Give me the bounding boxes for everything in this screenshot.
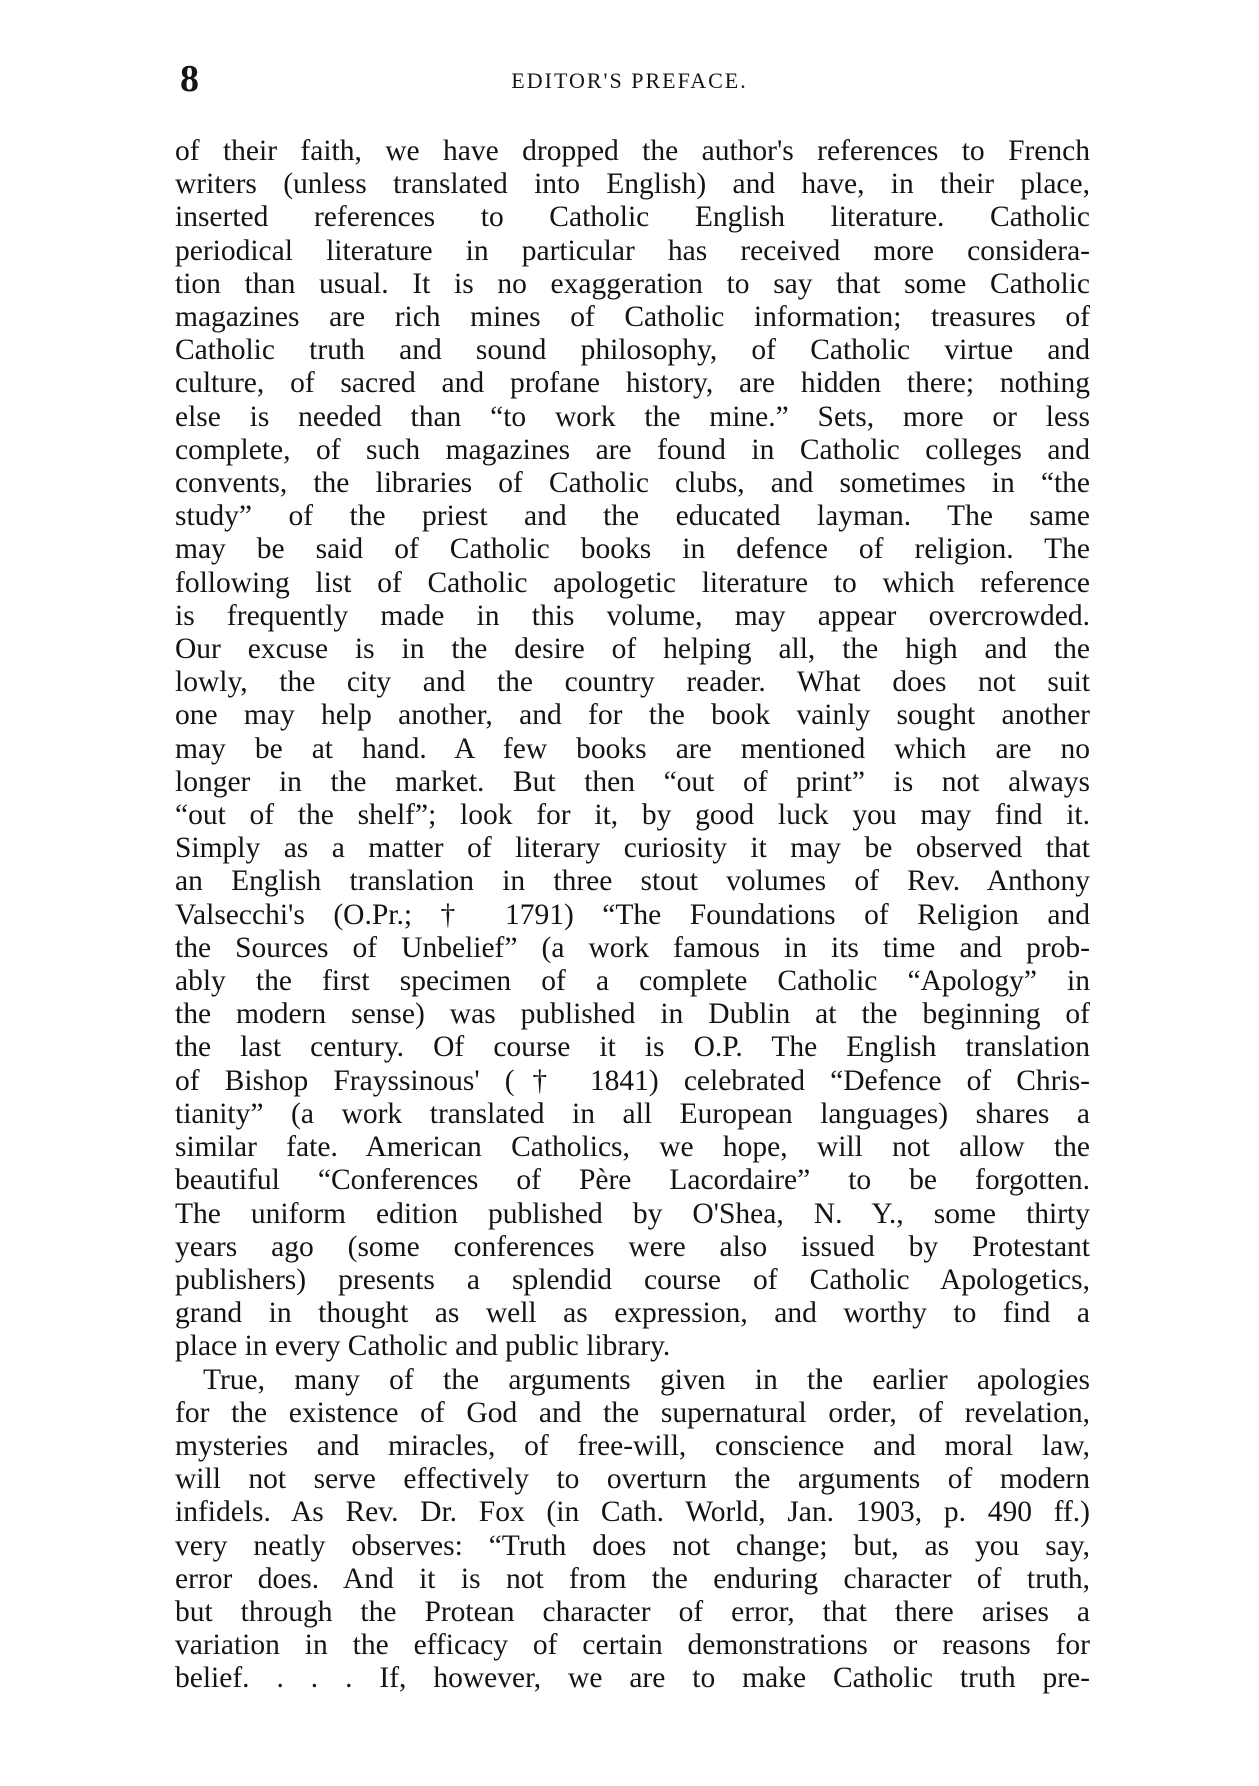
text-line: inserted references to Catholic English literature. Catholic	[175, 201, 1090, 234]
text-line: “out of the shelf”; look for it, by good luck you may find it.	[175, 799, 1090, 832]
text-line: study” of the priest and the educated layman. The same	[175, 500, 1090, 533]
text-line: beautiful “Conferences of Père Lacordaire” to be forgotten.	[175, 1164, 1090, 1197]
text-line: one may help another, and for the book vainly sought another	[175, 699, 1090, 732]
text-line: publishers) presents a splendid course of Catholic Apologetics,	[175, 1263, 1090, 1296]
text-line: will not serve effectively to overturn the arguments of modern	[175, 1463, 1090, 1496]
text-line: but through the Protean character of error, that there arises a	[175, 1595, 1090, 1628]
text-line: tion than usual. It is no exaggeration to say that some Catholic	[175, 267, 1090, 300]
text-line: very neatly observes: “Truth does not change; but, as you say,	[175, 1529, 1090, 1562]
text-line: tianity” (a work translated in all European languages) shares a	[175, 1097, 1090, 1130]
text-line: Simply as a matter of literary curiosity it may be observed that	[175, 832, 1090, 865]
paragraph-2	[175, 1364, 1090, 1696]
text-line: culture, of sacred and profane history, are hidden there; nothing	[175, 367, 1090, 400]
text-line: years ago (some conferences were also issued by Protestant	[175, 1230, 1090, 1263]
text-line: following list of Catholic apologetic literature to which reference	[175, 566, 1090, 599]
text-line: belief. . . . If, however, we are to make Catholic truth pre-	[175, 1662, 1090, 1695]
text-line: place in every Catholic and public library.	[175, 1330, 671, 1363]
text-line: lowly, the city and the country reader. What does not suit	[175, 666, 1090, 699]
body-text	[175, 135, 1090, 1696]
text-line: an English translation in three stout volumes of Rev. Anthony	[175, 865, 1090, 898]
text-line: may be said of Catholic books in defence of religion. The	[175, 533, 1090, 566]
text-line: the modern sense) was published in Dublin at the beginning of	[175, 998, 1090, 1031]
text-line: the Sources of Unbelief” (a work famous in its time and prob-	[175, 931, 1090, 964]
text-line: periodical literature in particular has received more considera-	[175, 234, 1090, 267]
text-line: else is needed than “to work the mine.” Sets, more or less	[175, 400, 1090, 433]
text-line: may be at hand. A few books are mentioned which are no	[175, 732, 1090, 765]
text-line: grand in thought as well as expression, and worthy to find a	[175, 1297, 1090, 1330]
text-line: complete, of such magazines are found in Catholic colleges and	[175, 433, 1090, 466]
text-line: ably the first specimen of a complete Catholic “Apology” in	[175, 965, 1090, 998]
text-line: The uniform edition published by O'Shea, N. Y., some thirty	[175, 1197, 1090, 1230]
page-number: 8	[180, 58, 199, 100]
text-line: convents, the libraries of Catholic clubs, and sometimes in “the	[175, 467, 1090, 500]
text-line: Our excuse is in the desire of helping all, the high and the	[175, 633, 1090, 666]
text-line: mysteries and miracles, of free-will, conscience and moral law,	[175, 1429, 1090, 1462]
paragraph-1	[175, 135, 1090, 1364]
text-line: of their faith, we have dropped the author's references to French	[175, 135, 1090, 167]
text-line: magazines are rich mines of Catholic information; treasures of	[175, 301, 1090, 334]
running-head: EDITOR'S PREFACE.	[511, 68, 748, 93]
text-line: infidels. As Rev. Dr. Fox (in Cath. World, Jan. 1903, p. 490 ff.)	[175, 1496, 1090, 1529]
text-line: the last century. Of course it is O.P. The English translation	[175, 1031, 1090, 1064]
text-line: longer in the market. But then “out of print” is not always	[175, 765, 1090, 798]
text-line: for the existence of God and the supernatural order, of revelation,	[175, 1396, 1090, 1429]
text-line: writers (unless translated into English) and have, in their place,	[175, 168, 1090, 201]
text-line: error does. And it is not from the enduring character of truth,	[175, 1562, 1090, 1595]
text-line: similar fate. American Catholics, we hope, will not allow the	[175, 1131, 1090, 1164]
text-line: Catholic truth and sound philosophy, of Catholic virtue and	[175, 334, 1090, 367]
text-line: is frequently made in this volume, may appear overcrowded.	[175, 599, 1090, 632]
text-line: Valsecchi's (O.Pr.; † 1791) “The Foundations of Religion and	[175, 898, 1090, 931]
text-line: True, many of the arguments given in the earlier apologies	[203, 1363, 1090, 1396]
text-line: variation in the efficacy of certain demonstrations or reasons for	[175, 1629, 1090, 1662]
text-line: of Bishop Frayssinous' († 1841) celebrated “Defence of Chris-	[175, 1064, 1090, 1097]
